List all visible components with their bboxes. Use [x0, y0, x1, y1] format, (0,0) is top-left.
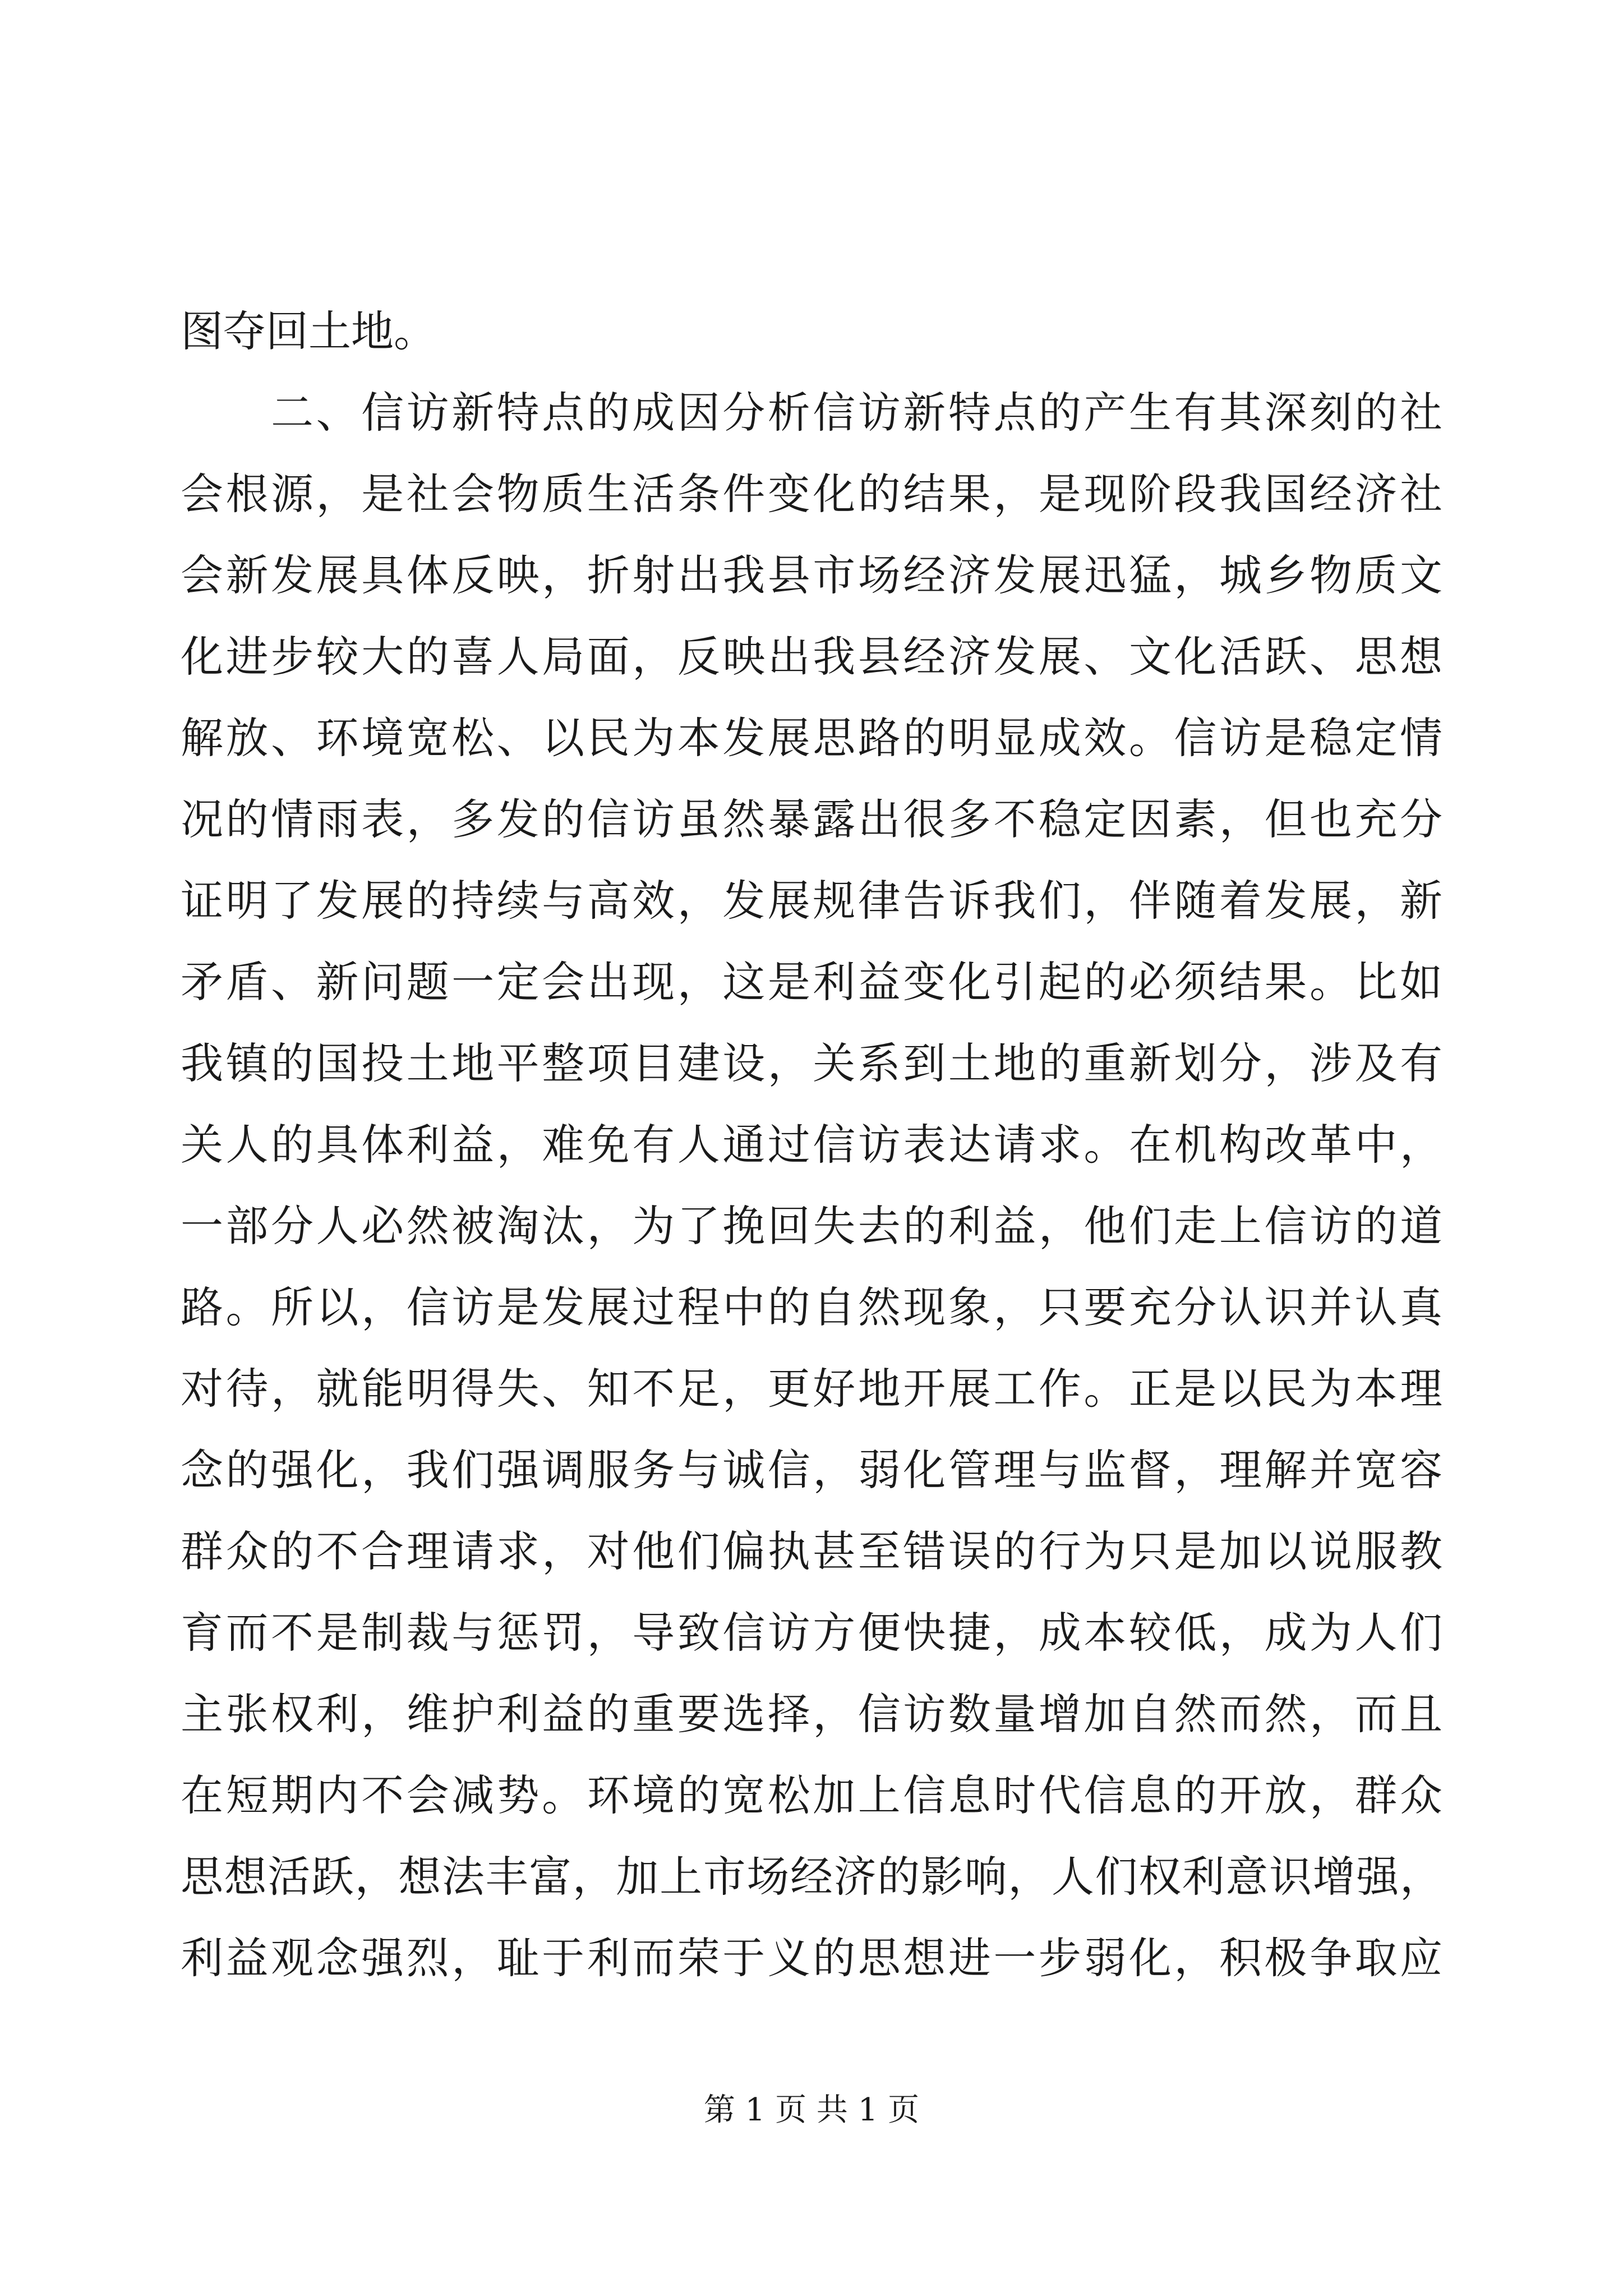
- text-line: 主张权利，维护利益的重要选择，信访数量增加自然而然，而且: [181, 1689, 1442, 1739]
- text-line: 关人的具体利益，难免有人通过信访表达请求。在机构改革中，: [181, 1120, 1442, 1170]
- text-line: 路。所以，信访是发展过程中的自然现象，只要充分认识并认真: [181, 1282, 1442, 1332]
- page-footer: [0, 2088, 1623, 2133]
- body-text: [181, 291, 1442, 1999]
- text-line: 证明了发展的持续与高效，发展规律告诉我们，伴随着发展，新: [181, 876, 1442, 926]
- text-line: 念的强化，我们强调服务与诚信，弱化管理与监督，理解并宽容: [181, 1445, 1442, 1495]
- page-number-label: 第 1 页 共 1 页: [703, 2092, 920, 2128]
- text-line: 二、信访新特点的成因分析信访新特点的产生有其深刻的社: [181, 388, 1442, 438]
- text-line: 一部分人必然被淘汰，为了挽回失去的利益，他们走上信访的道: [181, 1201, 1442, 1251]
- text-line: 会新发展具体反映，折射出我县市场经济发展迅猛，城乡物质文: [181, 550, 1442, 600]
- text-line: 对待，就能明得失、知不足，更好地开展工作。正是以民为本理: [181, 1364, 1442, 1414]
- text-line: 思想活跃，想法丰富，加上市场经济的影响，人们权利意识增强，: [181, 1852, 1442, 1902]
- text-line: 我镇的国投土地平整项目建设，关系到土地的重新划分，涉及有: [181, 1038, 1442, 1088]
- text-line: 会根源，是社会物质生活条件变化的结果，是现阶段我国经济社: [181, 469, 1442, 519]
- text-line: 图夺回土地。: [181, 306, 436, 356]
- text-line: 化进步较大的喜人局面，反映出我县经济发展、文化活跃、思想: [181, 632, 1442, 682]
- text-line: 利益观念强烈，耻于利而荣于义的思想进一步弱化，积极争取应: [181, 1933, 1442, 1983]
- text-line: 在短期内不会减势。环境的宽松加上信息时代信息的开放，群众: [181, 1770, 1442, 1820]
- text-line: 矛盾、新问题一定会出现，这是利益变化引起的必须结果。比如: [181, 957, 1442, 1007]
- text-line: 况的情雨表，多发的信访虽然暴露出很多不稳定因素，但也充分: [181, 794, 1442, 844]
- text-line: 群众的不合理请求，对他们偏执甚至错误的行为只是加以说服教: [181, 1526, 1442, 1576]
- text-line: 育而不是制裁与惩罚，导致信访方便快捷，成本较低，成为人们: [181, 1608, 1442, 1658]
- text-line: 解放、环境宽松、以民为本发展思路的明显成效。信访是稳定情: [181, 713, 1442, 763]
